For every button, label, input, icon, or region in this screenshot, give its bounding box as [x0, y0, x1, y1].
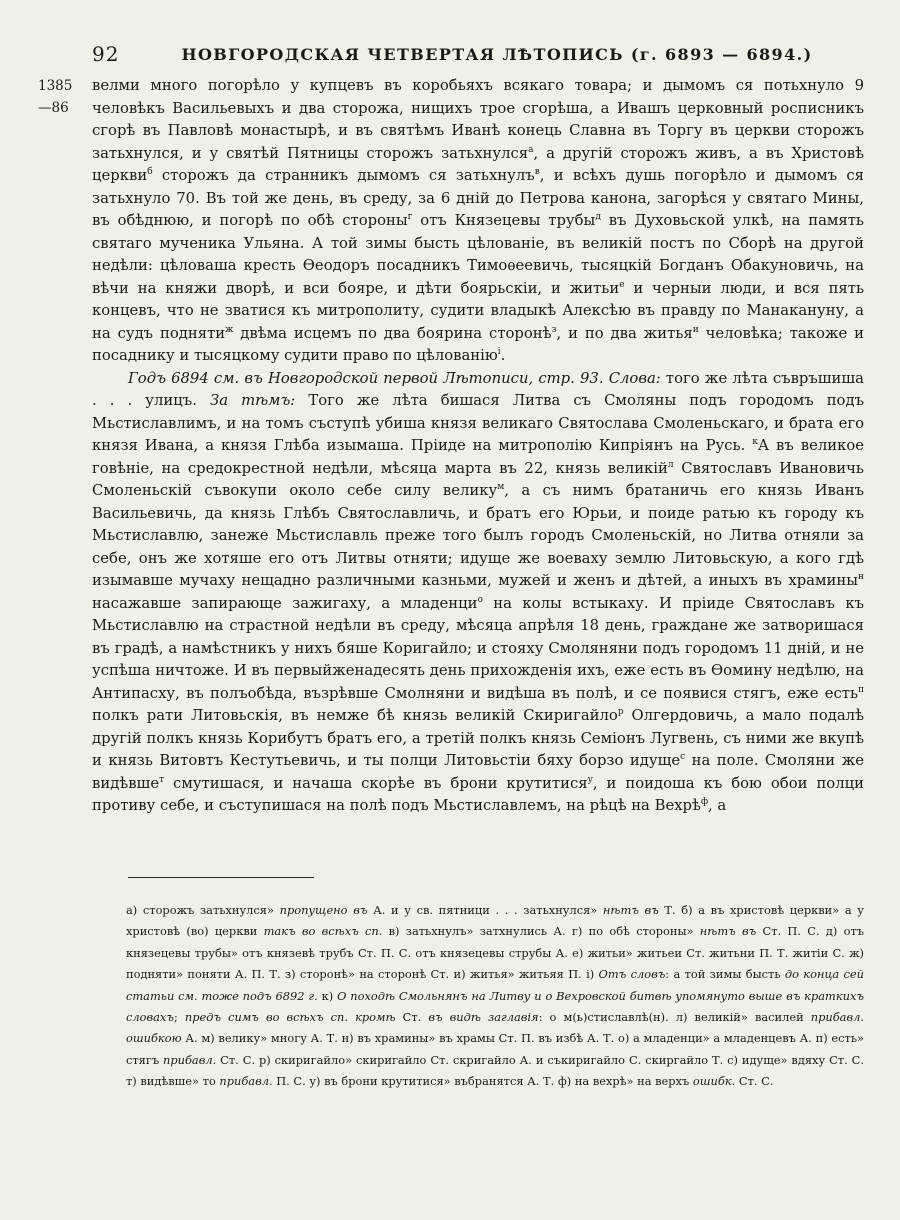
running-head: НОВГОРОДСКАЯ ЧЕТВЕРТАЯ ЛѢТОПИСЬ (г. 6893 — 6894.)	[181, 45, 813, 64]
footnote-separator	[128, 877, 314, 878]
paragraph-2: Годъ 6894 см. въ Новгородской первой Лѣтописи, стр. 93. Слова: того же лѣта съвръшиша . . . улицъ. За тѣмъ: Того же лѣта бишася Литва съ Смоляны подъ городомъ подъ Мьстиславлимъ, и на томъ съступѣ убиша князя великаго Святослава Смоленьскаго, и брата его князя Ивана, а князя Глѣба изымаша. Пріиде на митрополію Кипріянъ на Русь. $^к$А въ великое говѣніе, на средокрестной недѣли, мѣсяца марта въ 22, князь великій$^л$ Святославъ Ивановичь Смоленьскій съвокупи около себе силу велику$^м$, а съ нимъ братаничь его князь Иванъ Васильевичь, да князь Глѣбъ Святославличь, и братъ его Юрьи, и поиде ратью къ городу къ Мьстиславлю, занеже Мьстиславль преже того былъ городъ Смоленьскій, но Литва отняли за себе, онъ же хотяше его отъ Литвы отняти; идуще же воеваху землю Литовьскую, а кого гдѣ изымавше мучаху нещадно различными казньми, мужей и женъ и дѣтей, а иныхъ въ храмины$^н$ насажавше запирающе зажигаху, а младенци$^о$ на колы встыкаху. И пріиде Святославъ къ Мьстиславлю на страстной недѣли въ среду, мѣсяца апрѣля 18 день, граждане же затворишася въ градѣ, а намѣстникъ у нихъ бяше Коригайло; и стояху Смоляняни подъ городомъ 11 дній, и не успѣша ничтоже. И въ первыйженадесять день прихожденія ихъ, еже есть въ Ѳомину недѣлю, на Антипасху, въ полъобѣда, възрѣвше Смолняни и видѣша въ полѣ, и се появися стягъ, еже есть$^п$ полкъ рати Литовьскія, въ немже бѣ князь великій Скиригайло$^р$ Олгердовичь, а мало подалѣ другій полкъ князь Корибутъ братъ его, а третій полкъ князь Семіонъ Лугвень, съ ними же вкупѣ и князь Витовтъ Кестутьевичь, и ты полци Литовьстіи бяху борзо идуще$^с$ на поле. Смоляни же видѣвше$^т$ смутишася, и начаша скорѣе въ брони крутитися$^у$, и поидоша къ бою обои полци противу себе, и съступишася на полѣ подъ Мьстиславлемъ, на рѣцѣ на Вехрѣ$^ф$, а	[92, 369, 864, 814]
editorial-note: Годъ 6894 см. въ Новгородской первой Лѣтописи, стр. 93. Слова:	[128, 369, 661, 387]
chronicle-text	[92, 75, 864, 818]
footnote-ref: ж	[225, 324, 234, 335]
footnote-ref: и	[692, 324, 699, 335]
footnote-ref: к	[752, 437, 758, 448]
editorial-note: За тѣмъ:	[209, 392, 296, 409]
footnote-ref: б	[147, 167, 153, 178]
footnote-ref: д	[595, 212, 601, 223]
footnote-ref: з	[551, 324, 557, 335]
footnote-ref: п	[858, 684, 864, 695]
footnote-ref: в	[534, 167, 540, 178]
footnote-ref: т	[159, 774, 165, 785]
footnote-ref: с	[680, 752, 686, 763]
page-header	[62, 42, 842, 72]
footnote-ref: о	[477, 594, 483, 605]
footnote-ref: е	[619, 279, 625, 290]
margin-year-note	[38, 75, 88, 120]
footnote-ref: г	[407, 212, 413, 223]
footnotes: а) сторожъ затьхнулся» пропущено въ А. и у св. пятници . . . затьхнулся» нѣтъ въ Т. б) а въ христовѣ церкви» а у христовѣ (во) церкви такъ во всѣхъ сп. в) затьхнулъ» затхнулись А. г) по обѣ стороны» нѣтъ въ Ст. П. С. д) отъ князецевы трубы» отъ князевѣ трубъ Ст. П. С. отъ князецевы струбы А. е) житьи» житьеи Ст. житьни П. Т. житiи С. ж) подняти» поняти А. П. Т. з) сторонѣ» на сторонѣ Ст. и) житья» житьяя П. і) Отъ словъ: а той зимы бысть до конца сей статьи см. тоже подъ 6892 г. к) О походѣ Смольнянъ на Литву и о Вехровской битвѣ упомянуто выше въ краткихъ словахъ; предъ симъ во всѣхъ сп. кромѣ Ст. въ видѣ заглавія: о м(ь)стиславлѣ(н). л) великій» василей прибавл. ошибкою А. м) велику» многу А. Т. н) въ храмины» въ храмы Ст. П. въ избѣ А. Т. о) а младенци» а младенцевъ А. п) есть» стягъ прибавл. Ст. С. р) скиригайло» скиригайло Ст. скригайло А. и съкиригайло С. скиргайло Т. с) идуще» вдяху Ст. С. т) видѣвше» то прибавл. П. С. у) въ брони крутитися» въбранятся А. Т. ф) на вехрѣ» на верхъ ошибк. Ст. С.	[126, 903, 865, 1089]
margin-year-line: —86	[38, 100, 69, 117]
footnote-ref: р	[617, 707, 624, 718]
margin-year-line: 1385	[38, 78, 73, 94]
page-number: 92	[92, 42, 120, 66]
footnote-ref: н	[858, 572, 864, 583]
footnote-ref: і	[497, 347, 501, 358]
footnote-ref: а	[528, 144, 534, 155]
footnote-ref: у	[587, 774, 593, 785]
footnote-ref: ф	[700, 797, 709, 808]
paragraph-1: велми много погорѣло у купцевъ въ коробьяхъ всякаго товара; и дымомъ ся потьхнуло 9 человѣкъ Васильевыхъ и два сторожа, нищихъ трое сгорѣша, а Ивашъ церковный росписникъ сгорѣ въ Павловѣ монастырѣ, и въ святѣмъ Иванѣ конець Славна въ Торгу въ церкви сторожъ затьхнулся, и у святѣй Пятницы сторожъ затьхнулся$^а$, а другій сторожъ живъ, а въ Христовѣ церкви$^б$ сторожъ да странникъ дымомъ ся затьхнулъ$^в$, и всѣхъ душь погорѣло и дымомъ ся затьхнуло 70. Въ той же день, въ среду, за 6 дній до Петрова канона, загорѣся у святаго Мины, въ обѣднюю, и погорѣ по обѣ стороны$^г$ отъ Князецевы трубы$^д$ въ Духовьской улкѣ, на память святаго мученика Ульяна. А той зимы бысть цѣлованіе, въ великій постъ по Сборѣ на другой недѣли: цѣловаша кресть Ѳеодоръ посадникъ Тимоѳеевичь, тысяцкій Богданъ Обакуновичь, на вѣчи на княжи дворѣ, и вси бояре, и дѣти боярьскіи, и житьи$^е$ и черныи люди, и вся пять концевъ, что не зватися къ митрополиту, судити владыкѣ Алексѣю въ правду по Манакануну, а на судъ подняти$^ж$ двѣма исцемъ по два боярина сторонѣ$^з$, и по два житья$^и$ человѣка; такоже и посаднику и тысяцкому судити право по цѣлованію$^і$.	[92, 77, 865, 364]
footnote-ref: м	[497, 482, 505, 493]
footnote-ref: л	[667, 459, 674, 470]
